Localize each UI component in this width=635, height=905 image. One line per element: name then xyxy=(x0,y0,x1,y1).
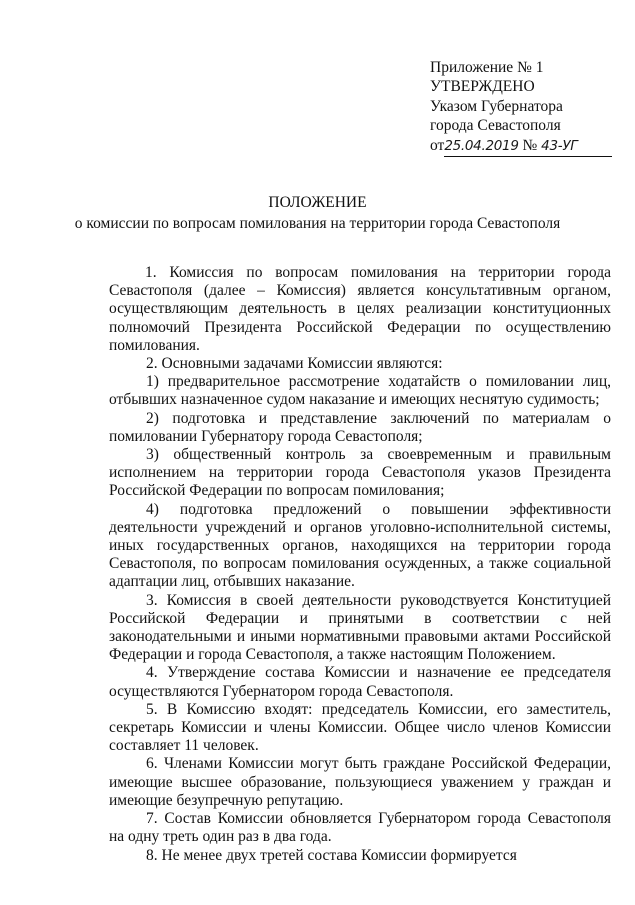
paragraph-1: 1. Комиссия по вопросам помилования на территории города Севастополя (далее – Комиссия) является консультативным органом, осуществляющим деятельность в целях реализации конституционных полномочий Президента Российской Федерации по осуществлению помилования. xyxy=(109,264,611,354)
date-prefix: от xyxy=(430,136,445,154)
appendix-number: Приложение № 1 xyxy=(430,59,544,76)
document-body xyxy=(109,264,611,865)
paragraph-2-1: 1) предварительное рассмотрение ходатайств о помиловании лиц, отбывших назначенное судом наказание и имеющих неснятую судимость; xyxy=(109,373,611,409)
handwritten-date: 25.04.2019 xyxy=(444,137,519,154)
paragraph-2: 2. Основными задачами Комиссии являются: xyxy=(146,355,443,373)
number-prefix: № xyxy=(522,136,538,154)
paragraph-2-3: 3) общественный контроль за своевременным и правильным исполнением на территории города Севастополя указов Президента Российской Федерации по вопросам помилования; xyxy=(109,446,611,500)
decree-reference: Указом Губернатора xyxy=(430,97,563,115)
approval-stamp-text: УТВЕРЖДЕНО xyxy=(430,78,535,96)
decree-date-line xyxy=(430,136,612,157)
paragraph-2-2: 2) подготовка и представление заключений по материалам о помиловании Губернатору города Севастополя; xyxy=(109,409,611,445)
paragraph-2-4: 4) подготовка предложений о повышении эффективности деятельности учреждений и органов уголовно-исполнительной системы, иных государственных органов, находящихся на территории города Севастополя, по вопросам помилования осужденных, а также социальной адаптации лиц, отбывших наказание. xyxy=(109,500,611,591)
paragraph-7: 7. Состав Комиссии обновляется Губернатором города Севастополя на одну треть один раз в два года. xyxy=(109,810,611,846)
paragraph-8: 8. Не менее двух третей состава Комиссии формируется xyxy=(146,846,517,864)
paragraph-4: 4. Утверждение состава Комиссии и назначение ее председателя осуществляются Губернатором города Севастополя. xyxy=(109,664,611,700)
document-subtitle: о комиссии по вопросам помилования на территории города Севастополя xyxy=(74,215,561,232)
paragraph-5: 5. В Комиссию входят: председатель Комиссии, его заместитель, секретарь Комиссии и члены Комиссии. Общее число членов Комиссии составляет 11 человек. xyxy=(109,700,611,755)
appendix-block xyxy=(430,58,612,157)
paragraph-3: 3. Комиссия в своей деятельности руководствуется Конституцией Российской Федерации и принятыми в соответствии с ней законодательными и иными нормативными правовыми актами Российской Федерации и города Севастополя, а также настоящим Положением. xyxy=(109,591,611,664)
city-reference: города Севастополя xyxy=(430,117,561,135)
document-title: ПОЛОЖЕНИЕ xyxy=(268,194,367,211)
date-number-underline xyxy=(444,136,612,157)
paragraph-6: 6. Членами Комиссии могут быть граждане Российской Федерации, имеющие высшее образование, пользующиеся уважением у граждан и имеющие безупречную репутацию. xyxy=(109,755,611,809)
handwritten-number: 43-УГ xyxy=(541,137,578,154)
